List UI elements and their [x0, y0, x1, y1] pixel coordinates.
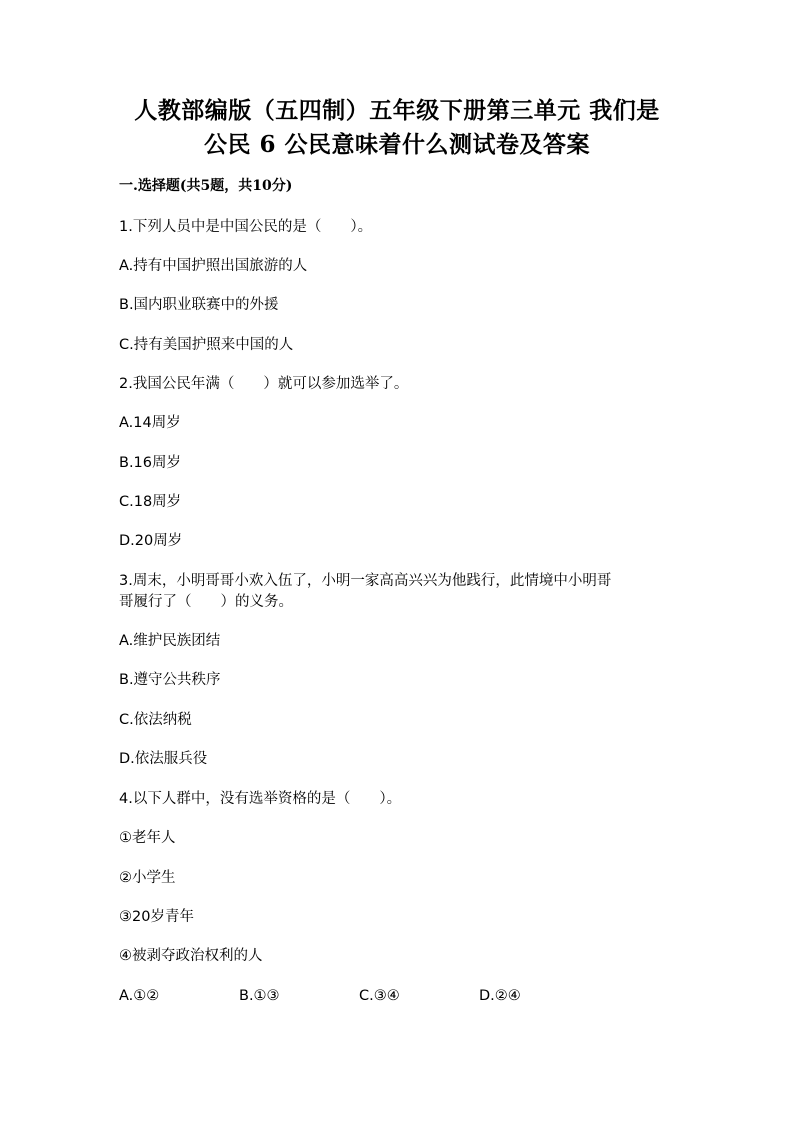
question-2-option-d: D.20周岁 [119, 533, 183, 549]
question-4-item-4: ④被剥夺政治权利的人 [119, 948, 263, 964]
question-2-option-c: C.18周岁 [119, 494, 182, 510]
question-4-item-2: ②小学生 [119, 870, 176, 886]
question-3-stem-line-1: 3.周末，小明哥哥小欢入伍了，小明一家高高兴兴为他践行，此情境中小明哥 [119, 573, 612, 589]
question-2-stem: 2.我国公民年满（ ）就可以参加选举了。 [119, 376, 409, 392]
question-4-option-a: A.①② [119, 988, 160, 1004]
question-1-option-b: B.国内职业联赛中的外援 [119, 297, 279, 313]
question-3-option-c: C.依法纳税 [119, 712, 192, 728]
question-2-option-b: B.16周岁 [119, 455, 182, 471]
question-4-item-1: ①老年人 [119, 830, 176, 846]
section-heading: 一.选择题(共5题，共10分) [119, 178, 293, 194]
question-3-option-d: D.依法服兵役 [119, 751, 208, 767]
question-4-option-c: C.③④ [359, 988, 400, 1004]
question-1-stem: 1.下列人员中是中国公民的是（ ）。 [119, 219, 373, 235]
question-3-option-b: B.遵守公共秩序 [119, 672, 221, 688]
question-4-option-d: D.②④ [479, 988, 521, 1004]
question-4-item-3: ③20岁青年 [119, 909, 194, 925]
question-1-option-a: A.持有中国护照出国旅游的人 [119, 258, 308, 274]
document-title-line-1: 人教部编版（五四制）五年级下册第三单元 我们是 [134, 97, 660, 124]
question-1-option-c: C.持有美国护照来中国的人 [119, 337, 294, 353]
question-4-option-b: B.①③ [239, 988, 280, 1004]
question-3-stem-line-2: 哥履行了（ ）的义务。 [119, 594, 293, 610]
question-4-options-row [119, 986, 679, 1007]
question-3-option-a: A.维护民族团结 [119, 633, 221, 649]
document-title-line-2: 公民 6 公民意味着什么测试卷及答案 [203, 131, 591, 158]
question-4-stem: 4.以下人群中，没有选举资格的是（ ）。 [119, 791, 402, 807]
question-2-option-a: A.14周岁 [119, 415, 181, 431]
